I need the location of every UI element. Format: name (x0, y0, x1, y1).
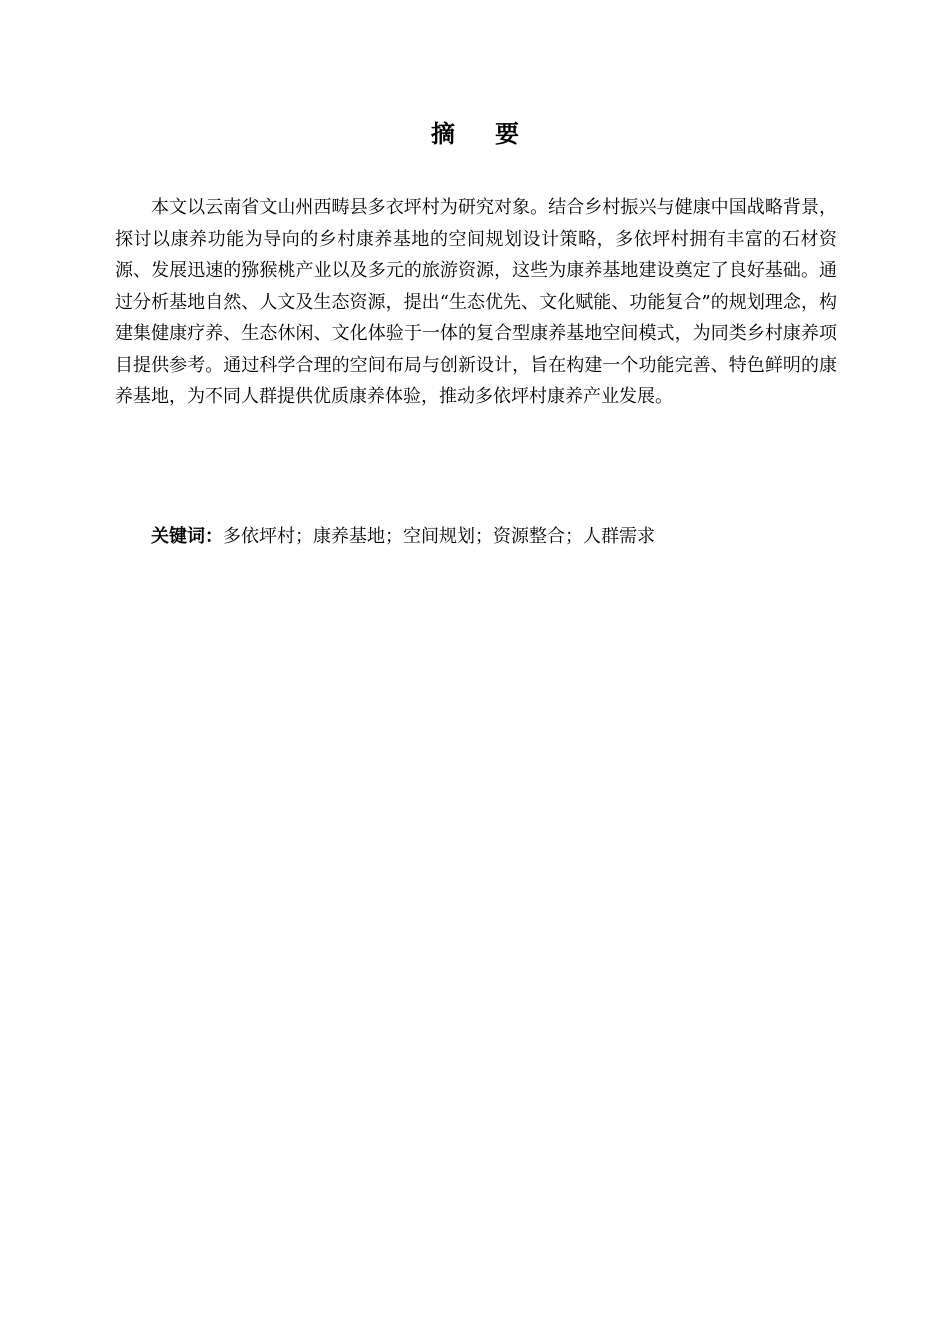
keywords-list: 多依坪村；康养基地；空间规划；资源整合；人群需求 (223, 526, 655, 547)
page-title: 摘要 (431, 120, 559, 148)
abstract-paragraph: 本文以云南省文山州西畴县多衣坪村为研究对象。结合乡村振兴与健康中国战略背景，探讨以康养功能为导向的乡村康养基地的空间规划设计策略，多依坪村拥有丰富的石材资源、发展迅速的猕猴桃产业以及多元的旅游资源，这些为康养基地建设奠定了良好基础。通过分析基地自然、人文及生态资源，提出“生态优先、文化赋能、功能复合”的规划理念，构建集健康疗养、生态休闲、文化体验于一体的复合型康养基地空间模式，为同类乡村康养项目提供参考。通过科学合理的空间布局与创新设计，旨在构建一个功能完善、特色鲜明的康养基地，为不同人群提供优质康养体验，推动多依坪村康养产业发展。 (115, 197, 837, 407)
keywords-line (151, 521, 837, 552)
keywords-label: 关键词： (151, 526, 223, 547)
